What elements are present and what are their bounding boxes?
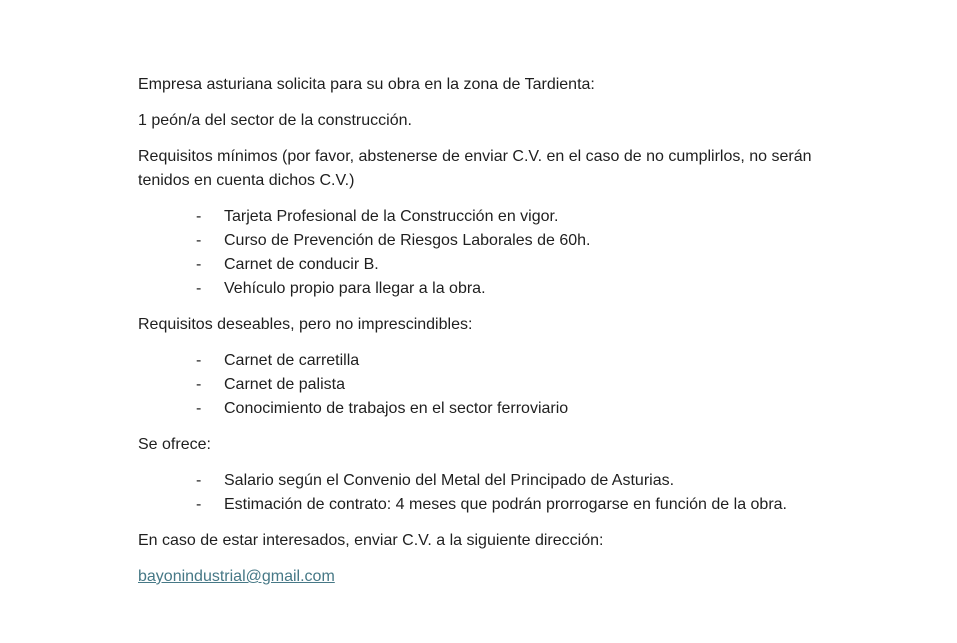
list-item-text: Carnet de palista <box>224 376 345 393</box>
offer-heading: Se ofrece: <box>138 436 211 453</box>
list-item <box>196 277 828 301</box>
list-item-text: Carnet de conducir B. <box>224 256 379 273</box>
desirable-list <box>138 349 828 421</box>
list-item <box>196 229 828 253</box>
list-item-text: Tarjeta Profesional de la Construcción en vigor. <box>224 208 559 225</box>
dash-bullet: - <box>196 376 202 393</box>
list-item-text: Carnet de carretilla <box>224 352 360 369</box>
list-item <box>196 205 828 229</box>
offer-list <box>138 469 828 517</box>
dash-bullet: - <box>196 256 202 273</box>
list-item <box>196 469 828 493</box>
list-item <box>196 397 828 421</box>
list-item <box>196 373 828 397</box>
intro-text: Empresa asturiana solicita para su obra en la zona de Tardienta: <box>138 76 595 93</box>
dash-bullet: - <box>196 352 202 369</box>
email-link[interactable]: bayonindustrial@gmail.com <box>138 568 335 585</box>
min-requirements-list <box>138 205 828 301</box>
contact-text: En caso de estar interesados, enviar C.V. a la siguiente dirección: <box>138 532 604 549</box>
dash-bullet: - <box>196 280 202 297</box>
job-posting-document <box>138 73 828 601</box>
dash-bullet: - <box>196 400 202 417</box>
desirable-heading: Requisitos deseables, pero no imprescindibles: <box>138 316 473 333</box>
list-item-text: Vehículo propio para llegar a la obra. <box>224 280 486 297</box>
list-item <box>196 349 828 373</box>
list-item <box>196 493 828 517</box>
dash-bullet: - <box>196 472 202 489</box>
list-item-text: Salario según el Convenio del Metal del Principado de Asturias. <box>224 472 675 489</box>
dash-bullet: - <box>196 496 202 513</box>
list-item-text: Estimación de contrato: 4 meses que podrán prorrogarse en función de la obra. <box>224 496 787 513</box>
position-text: 1 peón/a del sector de la construcción. <box>138 112 412 129</box>
list-item-text: Curso de Prevención de Riesgos Laborales de 60h. <box>224 232 591 249</box>
dash-bullet: - <box>196 232 202 249</box>
list-item <box>196 253 828 277</box>
dash-bullet: - <box>196 208 202 225</box>
list-item-text: Conocimiento de trabajos en el sector ferroviario <box>224 400 569 417</box>
min-requirements-heading: Requisitos mínimos (por favor, abstenerse de enviar C.V. en el caso de no cumplirlos, no serán tenidos en cuenta dichos C.V.) <box>138 148 812 189</box>
